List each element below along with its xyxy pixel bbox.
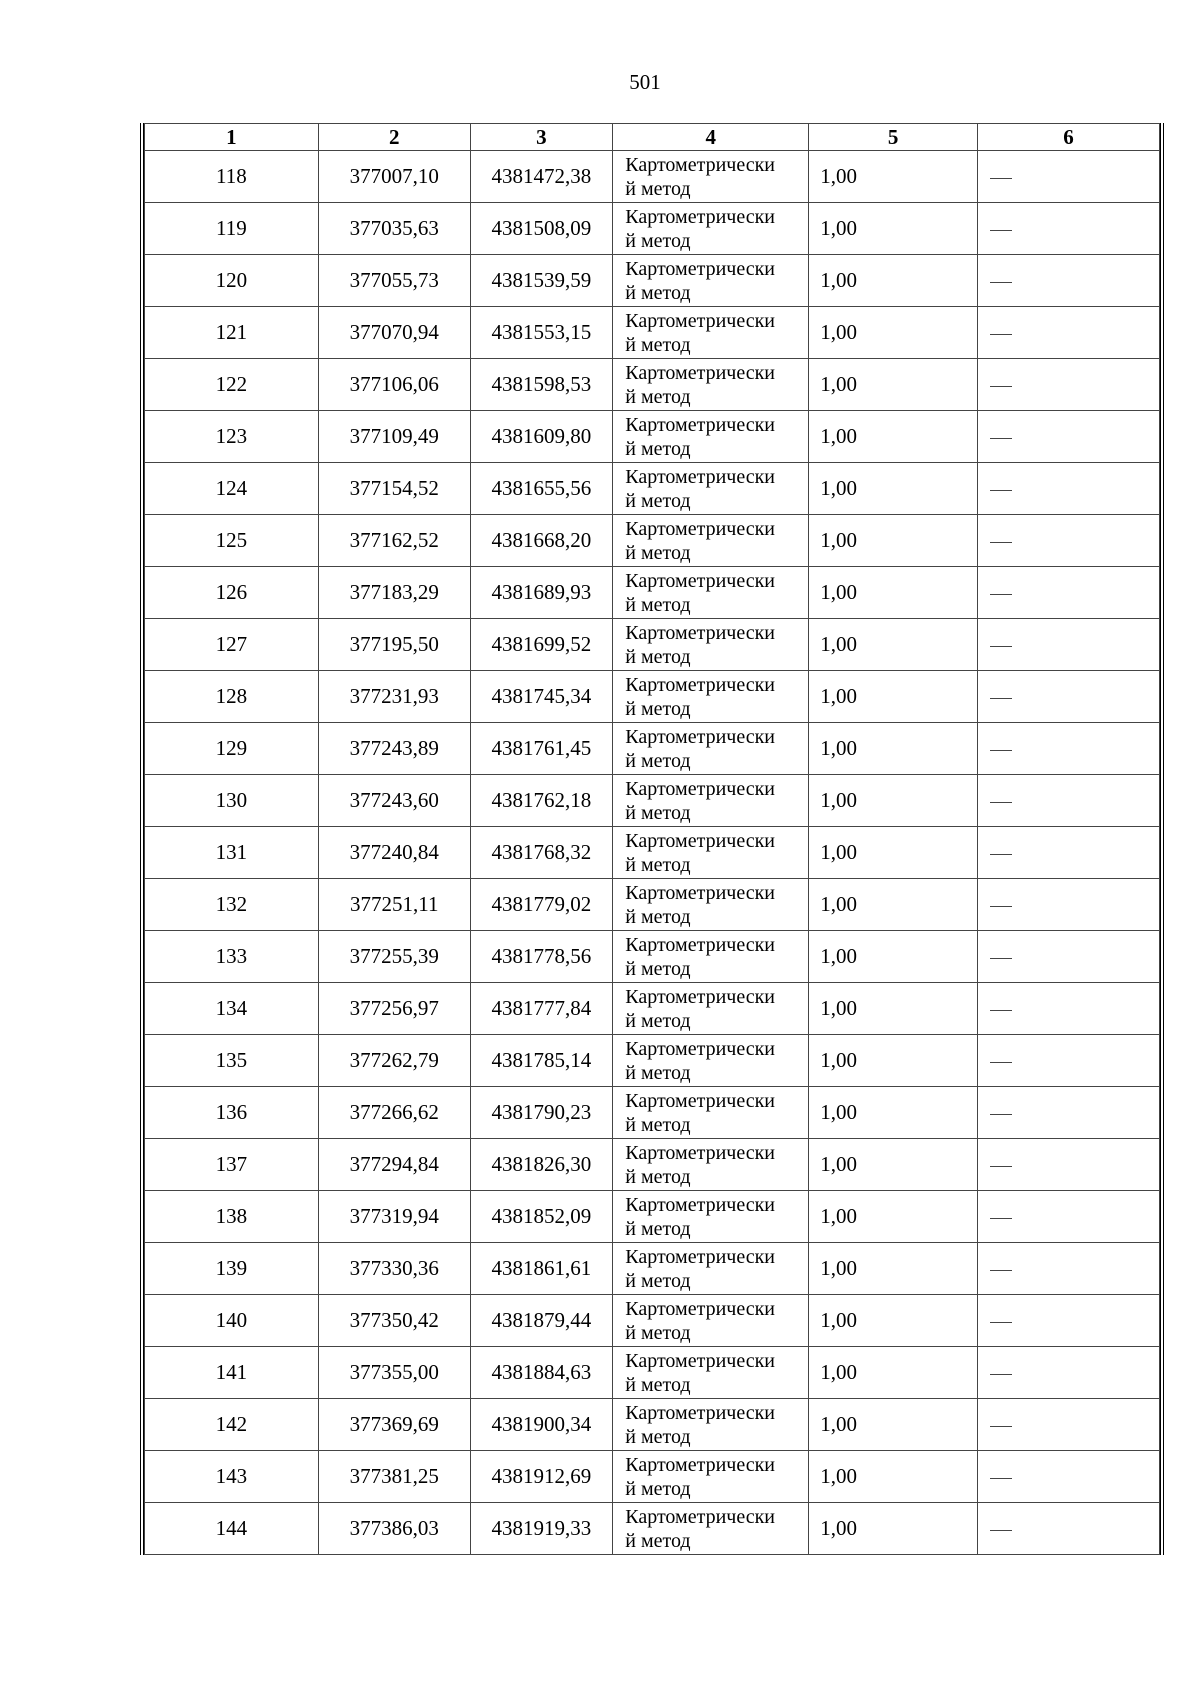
dash-mark: [990, 802, 1012, 803]
method-cell: [613, 1139, 809, 1191]
description-cell: [978, 463, 1160, 515]
method-line-1: Картометрически: [625, 777, 776, 800]
table-row: [145, 1139, 1160, 1191]
dash-mark: [990, 1270, 1012, 1271]
table-row: [145, 203, 1160, 255]
x-coordinate-cell: 377330,36: [318, 1243, 470, 1295]
method-cell: [613, 671, 809, 723]
method-line-1: Картометрически: [625, 881, 776, 904]
description-cell: [978, 931, 1160, 983]
method-line-2: й метод: [625, 1321, 691, 1344]
column-header-1: 1: [145, 124, 319, 151]
dash-mark: [990, 230, 1012, 231]
accuracy-cell: 1,00: [809, 983, 978, 1035]
method-line-1: Картометрически: [625, 1141, 776, 1164]
method-line-1: Картометрически: [625, 1089, 776, 1112]
dash-mark: [990, 1218, 1012, 1219]
method-line-1: Картометрически: [625, 1297, 776, 1320]
method-cell: [613, 359, 809, 411]
method-cell: [613, 567, 809, 619]
y-coordinate-cell: 4381598,53: [470, 359, 613, 411]
x-coordinate-cell: 377231,93: [318, 671, 470, 723]
y-coordinate-cell: 4381609,80: [470, 411, 613, 463]
method-line-1: Картометрически: [625, 1505, 776, 1528]
accuracy-cell: 1,00: [809, 1191, 978, 1243]
table-row: [145, 619, 1160, 671]
table-row: [145, 931, 1160, 983]
accuracy-cell: 1,00: [809, 567, 978, 619]
method-line-1: Картометрически: [625, 725, 776, 748]
x-coordinate-cell: 377240,84: [318, 827, 470, 879]
dash-mark: [990, 386, 1012, 387]
y-coordinate-cell: 4381919,33: [470, 1503, 613, 1555]
x-coordinate-cell: 377251,11: [318, 879, 470, 931]
description-cell: [978, 411, 1160, 463]
accuracy-cell: 1,00: [809, 1347, 978, 1399]
dash-mark: [990, 178, 1012, 179]
description-cell: [978, 515, 1160, 567]
accuracy-cell: 1,00: [809, 723, 978, 775]
table-row: [145, 1087, 1160, 1139]
x-coordinate-cell: 377350,42: [318, 1295, 470, 1347]
y-coordinate-cell: 4381768,32: [470, 827, 613, 879]
method-line-1: Картометрически: [625, 569, 776, 592]
point-number-cell: 119: [145, 203, 319, 255]
y-coordinate-cell: 4381779,02: [470, 879, 613, 931]
x-coordinate-cell: 377294,84: [318, 1139, 470, 1191]
point-number-cell: 126: [145, 567, 319, 619]
point-number-cell: 136: [145, 1087, 319, 1139]
accuracy-cell: 1,00: [809, 1139, 978, 1191]
page-number: 501: [629, 70, 661, 94]
point-number-cell: 123: [145, 411, 319, 463]
table-row: [145, 983, 1160, 1035]
method-cell: [613, 1191, 809, 1243]
y-coordinate-cell: 4381785,14: [470, 1035, 613, 1087]
y-coordinate-cell: 4381777,84: [470, 983, 613, 1035]
method-cell: [613, 1035, 809, 1087]
method-line-2: й метод: [625, 1061, 691, 1084]
method-line-2: й метод: [625, 437, 691, 460]
description-cell: [978, 775, 1160, 827]
method-cell: [613, 983, 809, 1035]
point-number-cell: 144: [145, 1503, 319, 1555]
table-row: [145, 1503, 1160, 1555]
point-number-cell: 121: [145, 307, 319, 359]
dash-mark: [990, 906, 1012, 907]
table-row: [145, 151, 1160, 203]
dash-mark: [990, 1374, 1012, 1375]
method-line-2: й метод: [625, 1009, 691, 1032]
method-line-1: Картометрически: [625, 1245, 776, 1268]
table-row: [145, 1191, 1160, 1243]
point-number-cell: 132: [145, 879, 319, 931]
table-row: [145, 775, 1160, 827]
accuracy-cell: 1,00: [809, 203, 978, 255]
description-cell: [978, 1191, 1160, 1243]
method-line-2: й метод: [625, 1165, 691, 1188]
method-line-2: й метод: [625, 957, 691, 980]
dash-mark: [990, 1166, 1012, 1167]
table-row: [145, 827, 1160, 879]
description-cell: [978, 723, 1160, 775]
description-cell: [978, 1295, 1160, 1347]
method-line-2: й метод: [625, 541, 691, 564]
method-line-2: й метод: [625, 1113, 691, 1136]
y-coordinate-cell: 4381539,59: [470, 255, 613, 307]
method-cell: [613, 931, 809, 983]
x-coordinate-cell: 377183,29: [318, 567, 470, 619]
accuracy-cell: 1,00: [809, 463, 978, 515]
accuracy-cell: 1,00: [809, 307, 978, 359]
dash-mark: [990, 438, 1012, 439]
x-coordinate-cell: 377055,73: [318, 255, 470, 307]
accuracy-cell: 1,00: [809, 775, 978, 827]
accuracy-cell: 1,00: [809, 1503, 978, 1555]
x-coordinate-cell: 377106,06: [318, 359, 470, 411]
accuracy-cell: 1,00: [809, 255, 978, 307]
dash-mark: [990, 698, 1012, 699]
table-row: [145, 567, 1160, 619]
accuracy-cell: 1,00: [809, 151, 978, 203]
method-line-2: й метод: [625, 853, 691, 876]
method-line-2: й метод: [625, 333, 691, 356]
method-cell: [613, 775, 809, 827]
column-header-2: 2: [318, 124, 470, 151]
description-cell: [978, 1347, 1160, 1399]
x-coordinate-cell: 377035,63: [318, 203, 470, 255]
y-coordinate-cell: 4381762,18: [470, 775, 613, 827]
description-cell: [978, 1503, 1160, 1555]
description-cell: [978, 1451, 1160, 1503]
coordinates-table-frame: [140, 123, 1164, 1555]
method-line-1: Картометрически: [625, 413, 776, 436]
method-line-1: Картометрически: [625, 465, 776, 488]
method-cell: [613, 723, 809, 775]
point-number-cell: 142: [145, 1399, 319, 1451]
description-cell: [978, 1139, 1160, 1191]
column-header-3: 3: [470, 124, 613, 151]
x-coordinate-cell: 377266,62: [318, 1087, 470, 1139]
point-number-cell: 131: [145, 827, 319, 879]
table-row: [145, 1451, 1160, 1503]
y-coordinate-cell: 4381778,56: [470, 931, 613, 983]
x-coordinate-cell: 377369,69: [318, 1399, 470, 1451]
description-cell: [978, 1399, 1160, 1451]
column-header-6: 6: [978, 124, 1160, 151]
y-coordinate-cell: 4381699,52: [470, 619, 613, 671]
coordinates-table: [144, 123, 1160, 1555]
accuracy-cell: 1,00: [809, 879, 978, 931]
method-line-2: й метод: [625, 593, 691, 616]
method-line-1: Картометрически: [625, 933, 776, 956]
table-row: [145, 1295, 1160, 1347]
table-row: [145, 255, 1160, 307]
x-coordinate-cell: 377256,97: [318, 983, 470, 1035]
description-cell: [978, 203, 1160, 255]
table-row: [145, 359, 1160, 411]
x-coordinate-cell: 377195,50: [318, 619, 470, 671]
accuracy-cell: 1,00: [809, 619, 978, 671]
point-number-cell: 130: [145, 775, 319, 827]
method-line-1: Картометрически: [625, 985, 776, 1008]
table-row: [145, 307, 1160, 359]
point-number-cell: 138: [145, 1191, 319, 1243]
description-cell: [978, 879, 1160, 931]
dash-mark: [990, 594, 1012, 595]
point-number-cell: 120: [145, 255, 319, 307]
accuracy-cell: 1,00: [809, 1243, 978, 1295]
x-coordinate-cell: 377109,49: [318, 411, 470, 463]
method-line-1: Картометрически: [625, 829, 776, 852]
method-cell: [613, 1347, 809, 1399]
method-line-2: й метод: [625, 281, 691, 304]
method-line-1: Картометрически: [625, 1037, 776, 1060]
method-line-1: Картометрически: [625, 1401, 776, 1424]
description-cell: [978, 619, 1160, 671]
point-number-cell: 118: [145, 151, 319, 203]
dash-mark: [990, 854, 1012, 855]
accuracy-cell: 1,00: [809, 827, 978, 879]
description-cell: [978, 255, 1160, 307]
point-number-cell: 140: [145, 1295, 319, 1347]
point-number-cell: 129: [145, 723, 319, 775]
y-coordinate-cell: 4381912,69: [470, 1451, 613, 1503]
y-coordinate-cell: 4381472,38: [470, 151, 613, 203]
table-row: [145, 515, 1160, 567]
point-number-cell: 128: [145, 671, 319, 723]
method-cell: [613, 1243, 809, 1295]
accuracy-cell: 1,00: [809, 1295, 978, 1347]
table-header-row: [145, 124, 1160, 151]
point-number-cell: 125: [145, 515, 319, 567]
y-coordinate-cell: 4381879,44: [470, 1295, 613, 1347]
point-number-cell: 124: [145, 463, 319, 515]
method-cell: [613, 619, 809, 671]
method-line-1: Картометрически: [625, 257, 776, 280]
description-cell: [978, 1243, 1160, 1295]
x-coordinate-cell: 377255,39: [318, 931, 470, 983]
method-line-2: й метод: [625, 1425, 691, 1448]
accuracy-cell: 1,00: [809, 671, 978, 723]
method-line-2: й метод: [625, 1373, 691, 1396]
table-row: [145, 879, 1160, 931]
method-line-2: й метод: [625, 1269, 691, 1292]
x-coordinate-cell: 377319,94: [318, 1191, 470, 1243]
method-line-2: й метод: [625, 385, 691, 408]
method-cell: [613, 1451, 809, 1503]
method-cell: [613, 827, 809, 879]
dash-mark: [990, 1114, 1012, 1115]
description-cell: [978, 1035, 1160, 1087]
description-cell: [978, 359, 1160, 411]
description-cell: [978, 151, 1160, 203]
x-coordinate-cell: 377007,10: [318, 151, 470, 203]
y-coordinate-cell: 4381761,45: [470, 723, 613, 775]
dash-mark: [990, 1478, 1012, 1479]
method-line-1: Картометрически: [625, 361, 776, 384]
method-line-2: й метод: [625, 1477, 691, 1500]
method-line-1: Картометрически: [625, 517, 776, 540]
dash-mark: [990, 750, 1012, 751]
method-cell: [613, 1503, 809, 1555]
description-cell: [978, 827, 1160, 879]
point-number-cell: 141: [145, 1347, 319, 1399]
dash-mark: [990, 1062, 1012, 1063]
method-cell: [613, 255, 809, 307]
dash-mark: [990, 1426, 1012, 1427]
x-coordinate-cell: 377381,25: [318, 1451, 470, 1503]
dash-mark: [990, 1010, 1012, 1011]
point-number-cell: 139: [145, 1243, 319, 1295]
method-cell: [613, 1295, 809, 1347]
method-cell: [613, 411, 809, 463]
y-coordinate-cell: 4381689,93: [470, 567, 613, 619]
table-row: [145, 671, 1160, 723]
method-line-2: й метод: [625, 177, 691, 200]
y-coordinate-cell: 4381655,56: [470, 463, 613, 515]
column-header-4: 4: [613, 124, 809, 151]
method-line-1: Картометрически: [625, 205, 776, 228]
method-line-2: й метод: [625, 905, 691, 928]
table-row: [145, 1399, 1160, 1451]
table-row: [145, 463, 1160, 515]
method-cell: [613, 151, 809, 203]
description-cell: [978, 1087, 1160, 1139]
description-cell: [978, 567, 1160, 619]
x-coordinate-cell: 377154,52: [318, 463, 470, 515]
y-coordinate-cell: 4381553,15: [470, 307, 613, 359]
method-cell: [613, 463, 809, 515]
method-cell: [613, 1399, 809, 1451]
method-cell: [613, 203, 809, 255]
y-coordinate-cell: 4381861,61: [470, 1243, 613, 1295]
dash-mark: [990, 1322, 1012, 1323]
y-coordinate-cell: 4381668,20: [470, 515, 613, 567]
y-coordinate-cell: 4381790,23: [470, 1087, 613, 1139]
method-line-1: Картометрически: [625, 309, 776, 332]
method-line-2: й метод: [625, 645, 691, 668]
y-coordinate-cell: 4381900,34: [470, 1399, 613, 1451]
x-coordinate-cell: 377386,03: [318, 1503, 470, 1555]
accuracy-cell: 1,00: [809, 1035, 978, 1087]
dash-mark: [990, 282, 1012, 283]
x-coordinate-cell: 377070,94: [318, 307, 470, 359]
x-coordinate-cell: 377262,79: [318, 1035, 470, 1087]
method-cell: [613, 307, 809, 359]
x-coordinate-cell: 377355,00: [318, 1347, 470, 1399]
x-coordinate-cell: 377243,89: [318, 723, 470, 775]
dash-mark: [990, 958, 1012, 959]
table-row: [145, 1035, 1160, 1087]
method-line-2: й метод: [625, 749, 691, 772]
method-line-1: Картометрически: [625, 1193, 776, 1216]
method-line-2: й метод: [625, 1529, 691, 1552]
y-coordinate-cell: 4381884,63: [470, 1347, 613, 1399]
accuracy-cell: 1,00: [809, 411, 978, 463]
y-coordinate-cell: 4381826,30: [470, 1139, 613, 1191]
method-line-1: Картометрически: [625, 673, 776, 696]
dash-mark: [990, 542, 1012, 543]
dash-mark: [990, 1530, 1012, 1531]
accuracy-cell: 1,00: [809, 931, 978, 983]
method-line-2: й метод: [625, 489, 691, 512]
accuracy-cell: 1,00: [809, 515, 978, 567]
x-coordinate-cell: 377162,52: [318, 515, 470, 567]
method-cell: [613, 1087, 809, 1139]
y-coordinate-cell: 4381852,09: [470, 1191, 613, 1243]
accuracy-cell: 1,00: [809, 1451, 978, 1503]
point-number-cell: 143: [145, 1451, 319, 1503]
table-row: [145, 723, 1160, 775]
point-number-cell: 133: [145, 931, 319, 983]
point-number-cell: 135: [145, 1035, 319, 1087]
accuracy-cell: 1,00: [809, 1087, 978, 1139]
x-coordinate-cell: 377243,60: [318, 775, 470, 827]
method-line-1: Картометрически: [625, 153, 776, 176]
point-number-cell: 137: [145, 1139, 319, 1191]
description-cell: [978, 983, 1160, 1035]
accuracy-cell: 1,00: [809, 1399, 978, 1451]
dash-mark: [990, 490, 1012, 491]
point-number-cell: 134: [145, 983, 319, 1035]
description-cell: [978, 307, 1160, 359]
y-coordinate-cell: 4381508,09: [470, 203, 613, 255]
method-cell: [613, 879, 809, 931]
y-coordinate-cell: 4381745,34: [470, 671, 613, 723]
table-body: [145, 151, 1160, 1555]
method-line-1: Картометрически: [625, 1453, 776, 1476]
column-header-5: 5: [809, 124, 978, 151]
method-line-2: й метод: [625, 697, 691, 720]
accuracy-cell: 1,00: [809, 359, 978, 411]
method-line-2: й метод: [625, 1217, 691, 1240]
method-line-1: Картометрически: [625, 1349, 776, 1372]
table-row: [145, 1243, 1160, 1295]
dash-mark: [990, 334, 1012, 335]
method-cell: [613, 515, 809, 567]
point-number-cell: 127: [145, 619, 319, 671]
description-cell: [978, 671, 1160, 723]
point-number-cell: 122: [145, 359, 319, 411]
method-line-2: й метод: [625, 229, 691, 252]
method-line-2: й метод: [625, 801, 691, 824]
dash-mark: [990, 646, 1012, 647]
method-line-1: Картометрически: [625, 621, 776, 644]
table-row: [145, 1347, 1160, 1399]
table-row: [145, 411, 1160, 463]
